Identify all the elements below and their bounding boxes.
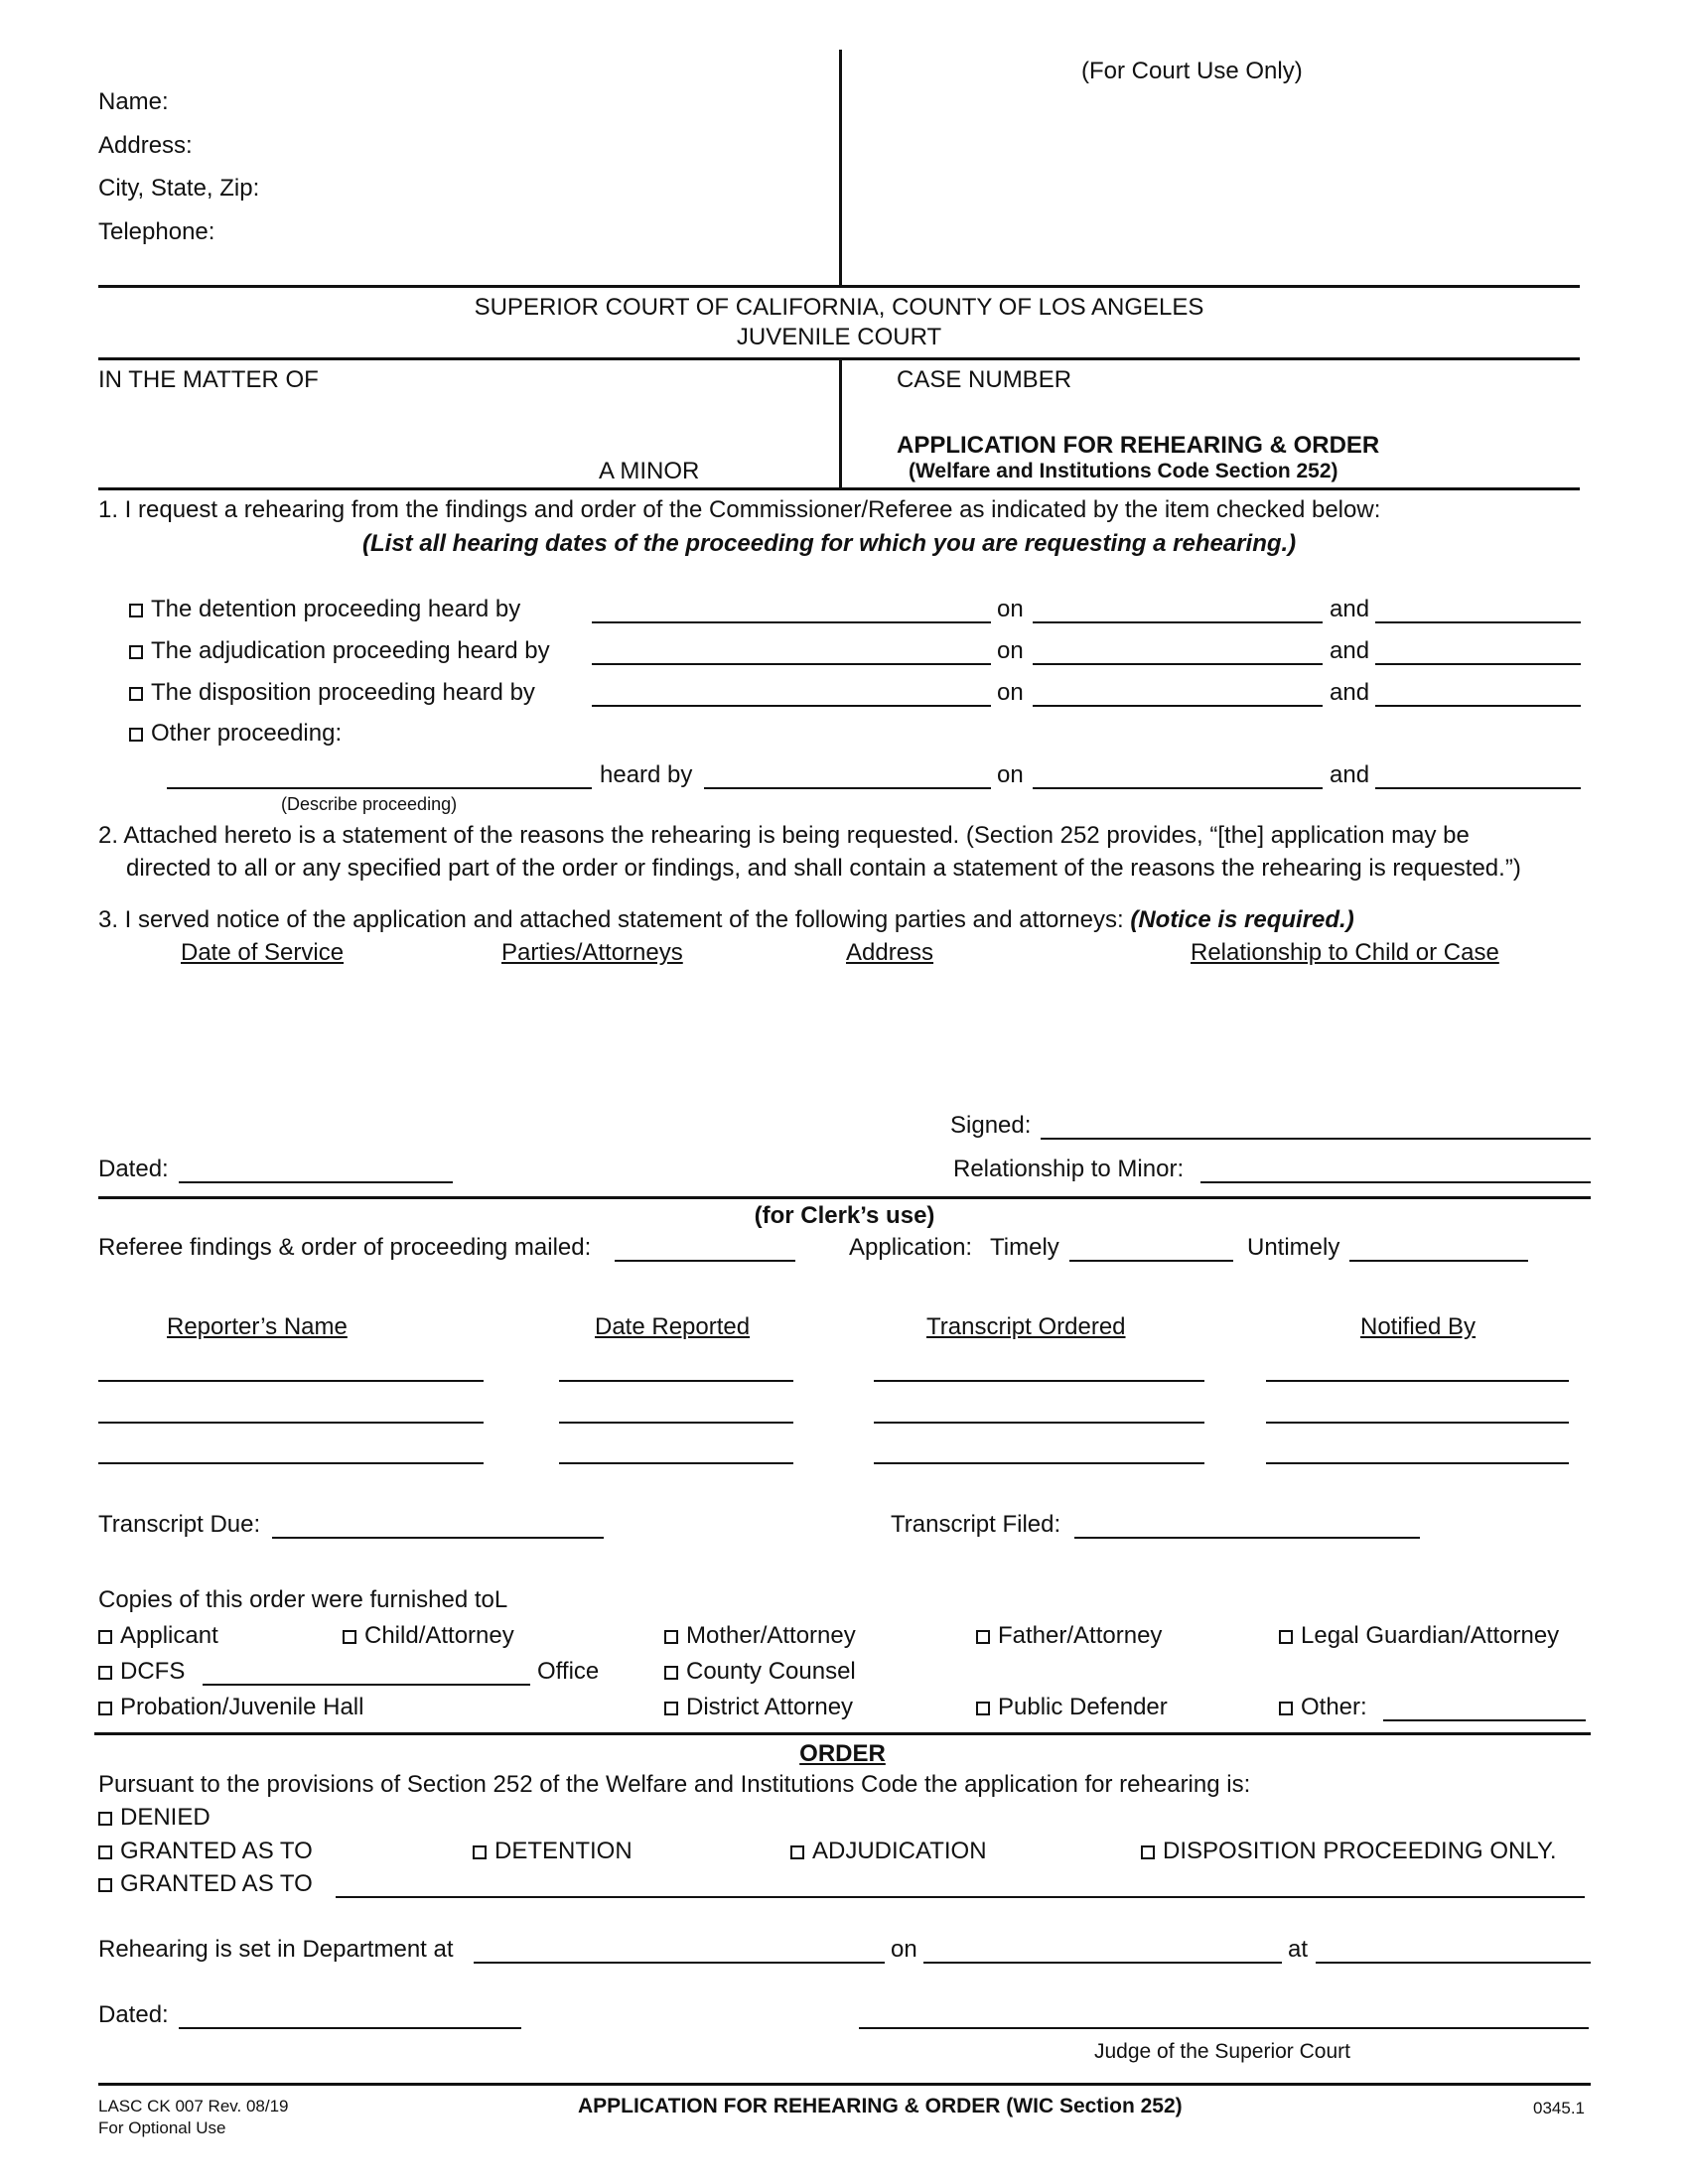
signature-field[interactable] bbox=[1041, 1112, 1591, 1140]
copy-child bbox=[343, 1622, 514, 1650]
date-reported-header: Date Reported bbox=[595, 1313, 751, 1340]
denied-label: DENIED bbox=[120, 1804, 211, 1831]
adjudication-option bbox=[790, 1838, 987, 1865]
transcript-filed-label: Transcript Filed: bbox=[891, 1511, 1061, 1538]
applicant-label: Applicant bbox=[120, 1622, 218, 1649]
mother-attorney-label: Mother/Attorney bbox=[686, 1622, 856, 1649]
order-dated-field[interactable] bbox=[179, 2001, 521, 2029]
rule bbox=[98, 1196, 1591, 1199]
detention-label: The detention proceeding heard by bbox=[151, 596, 521, 622]
disposition-option bbox=[1141, 1838, 1557, 1865]
applicant-checkbox[interactable] bbox=[98, 1630, 112, 1644]
mailed-field[interactable] bbox=[615, 1234, 795, 1262]
on-label: on bbox=[997, 761, 1024, 788]
footer-title: APPLICATION FOR REHEARING & ORDER (WIC Section 252) bbox=[578, 2095, 1183, 2117]
other-copy-field[interactable] bbox=[1383, 1694, 1586, 1721]
district-attorney-label: District Attorney bbox=[686, 1694, 854, 1720]
optional-use: For Optional Use bbox=[98, 2118, 226, 2137]
adjudication-order-label: ADJUDICATION bbox=[812, 1838, 987, 1864]
copy-pd bbox=[976, 1694, 1168, 1721]
granted-label: GRANTED AS TO bbox=[120, 1838, 313, 1864]
mother-attorney-checkbox[interactable] bbox=[664, 1630, 678, 1644]
copy-dcfs bbox=[98, 1658, 185, 1686]
notified-by-field[interactable] bbox=[1266, 1422, 1569, 1424]
copy-probation bbox=[98, 1694, 363, 1721]
disposition-checkbox[interactable] bbox=[129, 687, 143, 701]
disposition-label: The disposition proceeding heard by bbox=[151, 679, 535, 706]
header-divider bbox=[839, 50, 842, 286]
section1-instruction: (List all hearing dates of the proceeding for which you are requesting a rehearing.) bbox=[362, 530, 1297, 557]
address-label: Address: bbox=[98, 132, 193, 159]
reporter-name-field[interactable] bbox=[98, 1380, 484, 1382]
reporters-name-header: Reporter’s Name bbox=[167, 1313, 348, 1340]
order-on-label: on bbox=[891, 1936, 917, 1963]
copy-county-counsel bbox=[664, 1658, 856, 1686]
case-number-label: CASE NUMBER bbox=[897, 366, 1072, 393]
father-attorney-checkbox[interactable] bbox=[976, 1630, 990, 1644]
reporter-name-field[interactable] bbox=[98, 1422, 484, 1424]
detention-date2-field[interactable] bbox=[1375, 596, 1581, 623]
mailed-label: Referee findings & order of proceeding mailed: bbox=[98, 1234, 592, 1261]
timely-field[interactable] bbox=[1069, 1234, 1233, 1262]
detention-date1-field[interactable] bbox=[1033, 596, 1323, 623]
rule bbox=[98, 487, 1580, 490]
court-use-label: (For Court Use Only) bbox=[1081, 58, 1303, 84]
on-label: on bbox=[997, 637, 1024, 664]
form-title: APPLICATION FOR REHEARING & ORDER bbox=[897, 432, 1380, 459]
dated-label: Dated: bbox=[98, 1156, 169, 1182]
other-judge-field[interactable] bbox=[704, 761, 991, 789]
matter-of-label: IN THE MATTER OF bbox=[98, 366, 319, 393]
judge-label: Judge of the Superior Court bbox=[1094, 2040, 1350, 2063]
judge-signature-field[interactable] bbox=[859, 2001, 1589, 2029]
dcfs-checkbox[interactable] bbox=[98, 1666, 112, 1680]
other-proceeding-description-field[interactable] bbox=[167, 761, 592, 789]
transcript-due-label: Transcript Due: bbox=[98, 1511, 261, 1538]
granted-checkbox[interactable] bbox=[98, 1845, 112, 1859]
untimely-label: Untimely bbox=[1247, 1234, 1340, 1261]
date-reported-field[interactable] bbox=[559, 1422, 793, 1424]
proceeding-row-detention bbox=[129, 596, 520, 623]
other-checkbox[interactable] bbox=[1279, 1702, 1293, 1715]
county-counsel-label: County Counsel bbox=[686, 1658, 856, 1685]
notified-by-field[interactable] bbox=[1266, 1462, 1569, 1464]
relationship-header: Relationship to Child or Case bbox=[1191, 939, 1499, 966]
transcript-due-field[interactable] bbox=[272, 1511, 604, 1539]
detention-order-checkbox[interactable] bbox=[473, 1845, 487, 1859]
denied-option bbox=[98, 1804, 211, 1832]
granted-other-checkbox[interactable] bbox=[98, 1878, 112, 1892]
section3-text bbox=[98, 906, 1354, 934]
adjudication-order-checkbox[interactable] bbox=[790, 1845, 804, 1859]
copy-da bbox=[664, 1694, 853, 1721]
adjudication-date1-field[interactable] bbox=[1033, 637, 1323, 665]
office-label: Office bbox=[537, 1658, 600, 1685]
child-attorney-checkbox[interactable] bbox=[343, 1630, 356, 1644]
public-defender-label: Public Defender bbox=[998, 1694, 1168, 1720]
date-reported-field[interactable] bbox=[559, 1462, 793, 1464]
transcript-ordered-field[interactable] bbox=[874, 1380, 1204, 1382]
granted-as-to-field[interactable] bbox=[336, 1870, 1585, 1898]
untimely-field[interactable] bbox=[1349, 1234, 1528, 1262]
disposition-date1-field[interactable] bbox=[1033, 679, 1323, 707]
district-attorney-checkbox[interactable] bbox=[664, 1702, 678, 1715]
other-date1-field[interactable] bbox=[1033, 761, 1323, 789]
copy-father bbox=[976, 1622, 1162, 1650]
pursuant-text: Pursuant to the provisions of Section 252 of the Welfare and Institutions Code the application for rehearing is: bbox=[98, 1771, 1251, 1798]
proceeding-row-disposition bbox=[129, 679, 535, 707]
proceeding-row-other bbox=[129, 720, 342, 748]
on-label: on bbox=[997, 679, 1024, 706]
rehearing-time-field[interactable] bbox=[1316, 1936, 1591, 1964]
and-label: and bbox=[1330, 761, 1370, 788]
city-label: City, State, Zip: bbox=[98, 175, 260, 202]
signed-label: Signed: bbox=[950, 1112, 1032, 1139]
section1-text: 1. I request a rehearing from the findings and order of the Commissioner/Referee as indicated by the item checked below: bbox=[98, 496, 1381, 523]
telephone-label: Telephone: bbox=[98, 218, 215, 245]
name-label: Name: bbox=[98, 88, 169, 115]
rule bbox=[98, 285, 1580, 288]
clerk-heading: (for Clerk’s use) bbox=[754, 1202, 935, 1229]
granted-other-label: GRANTED AS TO bbox=[120, 1870, 313, 1897]
department-field[interactable] bbox=[474, 1936, 885, 1964]
copies-label: Copies of this order were furnished toL bbox=[98, 1586, 508, 1613]
rule bbox=[98, 2083, 1591, 2086]
granted-option bbox=[98, 1838, 313, 1865]
and-label: and bbox=[1330, 596, 1370, 622]
relationship-to-minor-field[interactable] bbox=[1200, 1156, 1591, 1183]
county-counsel-checkbox[interactable] bbox=[664, 1666, 678, 1680]
copy-guardian bbox=[1279, 1622, 1559, 1650]
dcfs-label: DCFS bbox=[120, 1658, 186, 1685]
timely-label: Timely bbox=[990, 1234, 1059, 1261]
form-code: 0345.1 bbox=[1533, 2099, 1585, 2117]
and-label: and bbox=[1330, 679, 1370, 706]
transcript-ordered-field[interactable] bbox=[874, 1462, 1204, 1464]
copy-mother bbox=[664, 1622, 856, 1650]
detention-judge-field[interactable] bbox=[592, 596, 991, 623]
disposition-order-checkbox[interactable] bbox=[1141, 1845, 1155, 1859]
form-id: LASC CK 007 Rev. 08/19 bbox=[98, 2097, 289, 2116]
copy-applicant bbox=[98, 1622, 218, 1650]
notified-by-header: Notified By bbox=[1360, 1313, 1477, 1340]
child-attorney-label: Child/Attorney bbox=[364, 1622, 514, 1649]
other-proceeding-label: Other proceeding: bbox=[151, 720, 343, 747]
rehearing-set-label: Rehearing is set in Department at bbox=[98, 1936, 454, 1963]
order-dated-label: Dated: bbox=[98, 2001, 169, 2028]
minor-label: A MINOR bbox=[599, 458, 700, 484]
disposition-date2-field[interactable] bbox=[1375, 679, 1581, 707]
rule bbox=[94, 1732, 1591, 1735]
denied-checkbox[interactable] bbox=[98, 1812, 112, 1826]
date-reported-field[interactable] bbox=[559, 1380, 793, 1382]
on-label: on bbox=[997, 596, 1024, 622]
other-proceeding-checkbox[interactable] bbox=[129, 728, 143, 742]
order-heading: ORDER bbox=[799, 1740, 886, 1767]
section2-line1: 2. Attached hereto is a statement of the reasons the rehearing is being requested. (Section 252 provides, “[the] application may be bbox=[98, 822, 1470, 849]
transcript-filed-field[interactable] bbox=[1074, 1511, 1420, 1539]
detention-checkbox[interactable] bbox=[129, 604, 143, 617]
granted-option-2 bbox=[98, 1870, 313, 1898]
court-name-line1: SUPERIOR COURT OF CALIFORNIA, COUNTY OF LOS ANGELES bbox=[474, 294, 1204, 321]
application-label: Application: bbox=[849, 1234, 973, 1261]
heard-by-label: heard by bbox=[600, 761, 693, 788]
detention-order-label: DETENTION bbox=[494, 1838, 633, 1864]
disposition-judge-field[interactable] bbox=[592, 679, 991, 707]
notice-required: (Notice is required.) bbox=[1130, 906, 1354, 933]
order-at-label: at bbox=[1288, 1936, 1309, 1963]
address-header: Address bbox=[846, 939, 934, 966]
dated-field[interactable] bbox=[179, 1156, 453, 1183]
other-label: Other: bbox=[1301, 1694, 1367, 1720]
adjudication-date2-field[interactable] bbox=[1375, 637, 1581, 665]
adjudication-checkbox[interactable] bbox=[129, 645, 143, 659]
notified-by-field[interactable] bbox=[1266, 1380, 1569, 1382]
describe-proceeding-hint: (Describe proceeding) bbox=[281, 794, 458, 814]
court-name-line2: JUVENILE COURT bbox=[736, 324, 942, 350]
detention-option bbox=[473, 1838, 633, 1865]
transcript-ordered-field[interactable] bbox=[874, 1422, 1204, 1424]
and-label: and bbox=[1330, 637, 1370, 664]
section2-line2: directed to all or any specified part of the order or findings, and shall contain a statement of the reasons the rehearing is requested.”) bbox=[126, 855, 1521, 882]
guardian-attorney-checkbox[interactable] bbox=[1279, 1630, 1293, 1644]
dcfs-office-field[interactable] bbox=[203, 1658, 530, 1686]
date-of-service-header: Date of Service bbox=[181, 939, 345, 966]
probation-label: Probation/Juvenile Hall bbox=[120, 1694, 364, 1720]
rehearing-date-field[interactable] bbox=[923, 1936, 1282, 1964]
adjudication-judge-field[interactable] bbox=[592, 637, 991, 665]
transcript-ordered-header: Transcript Ordered bbox=[926, 1313, 1126, 1340]
adjudication-label: The adjudication proceeding heard by bbox=[151, 637, 550, 664]
form-subtitle: (Welfare and Institutions Code Section 252) bbox=[909, 460, 1338, 482]
guardian-attorney-label: Legal Guardian/Attorney bbox=[1301, 1622, 1560, 1649]
proceeding-row-adjudication bbox=[129, 637, 550, 665]
section3-statement: 3. I served notice of the application and attached statement of the following parties and attorneys: bbox=[98, 906, 1124, 933]
public-defender-checkbox[interactable] bbox=[976, 1702, 990, 1715]
copy-other bbox=[1279, 1694, 1367, 1721]
probation-checkbox[interactable] bbox=[98, 1702, 112, 1715]
caption-divider bbox=[839, 359, 842, 488]
reporter-name-field[interactable] bbox=[98, 1462, 484, 1464]
parties-attorneys-header: Parties/Attorneys bbox=[501, 939, 683, 966]
relationship-to-minor-label: Relationship to Minor: bbox=[953, 1156, 1185, 1182]
other-date2-field[interactable] bbox=[1375, 761, 1581, 789]
father-attorney-label: Father/Attorney bbox=[998, 1622, 1163, 1649]
disposition-order-label: DISPOSITION PROCEEDING ONLY. bbox=[1163, 1838, 1557, 1864]
